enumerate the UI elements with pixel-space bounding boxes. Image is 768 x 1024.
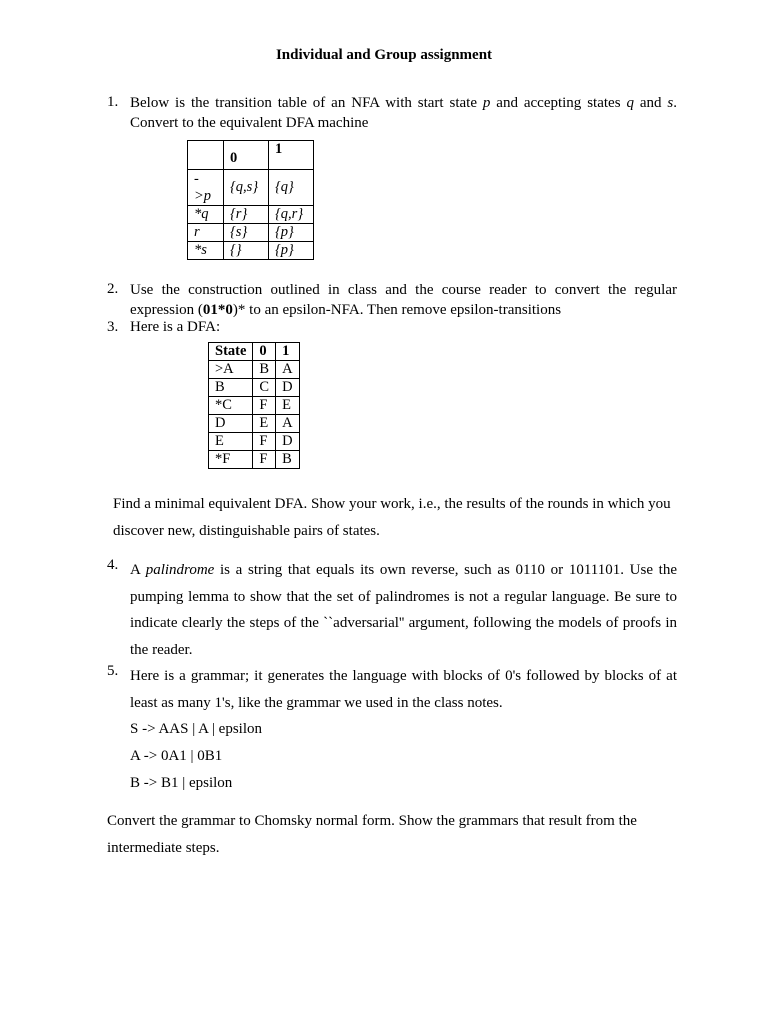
document-title: Individual and Group assignment (275, 47, 493, 63)
dfa-header-state: State (209, 343, 253, 361)
dfa-cell: D (276, 379, 299, 397)
nfa-cell: {p} (269, 224, 314, 242)
nfa-header-empty (188, 141, 224, 170)
nfa-state: r (188, 224, 224, 242)
q4-text: A palindrome is a string that equals its own reverse, such as 0110 or 1011101. Use the pumping lemma to show that the set of palindromes is not a regular language. Be sure to indicate clearly the steps of the ``adversarial'' argument, following the models of proofs in the reader. (130, 562, 677, 658)
dfa-cell: F (253, 451, 276, 469)
nfa-cell: {q,s} (224, 170, 269, 206)
dfa-cell: A (276, 361, 299, 379)
nfa-cell: {} (224, 242, 269, 260)
dfa-header-1: 1 (276, 343, 299, 361)
q1-text: Below is the transition table of an NFA with start state p and accepting states q and s. Convert to the equivalent DFA machine (130, 95, 677, 131)
dfa-cell: E (276, 397, 299, 415)
dfa-header-0: 0 (253, 343, 276, 361)
dfa-state: >A (209, 361, 253, 379)
dfa-cell: B (253, 361, 276, 379)
nfa-state: *q (188, 206, 224, 224)
dfa-state: *C (209, 397, 253, 415)
q1-number: 1. (107, 94, 119, 110)
dfa-state: *F (209, 451, 253, 469)
nfa-state: *s (188, 242, 224, 260)
dfa-cell: E (253, 415, 276, 433)
dfa-state: E (209, 433, 253, 451)
dfa-cell: A (276, 415, 299, 433)
dfa-table (208, 342, 300, 469)
nfa-header-1: 1 (269, 141, 314, 170)
grammar-rule: B -> B1 | epsilon (130, 775, 233, 791)
grammar-rule: A -> 0A1 | 0B1 (130, 748, 223, 764)
nfa-header-0: 0 (224, 141, 269, 170)
dfa-cell: F (253, 397, 276, 415)
nfa-cell: {s} (224, 224, 269, 242)
q3-text: Here is a DFA: (130, 319, 221, 335)
q2-number: 2. (107, 281, 119, 297)
nfa-state-p: - >p (188, 170, 224, 206)
q4-number: 4. (107, 557, 119, 573)
dfa-cell: B (276, 451, 299, 469)
q3-number: 3. (107, 319, 119, 335)
grammar-rule: S -> AAS | A | epsilon (130, 721, 262, 737)
nfa-transition-table (187, 140, 314, 260)
nfa-cell: {q} (269, 170, 314, 206)
dfa-cell: F (253, 433, 276, 451)
nfa-cell: {q,r} (269, 206, 314, 224)
nfa-cell: {p} (269, 242, 314, 260)
q3-followup: Find a minimal equivalent DFA. Show your work, i.e., the results of the rounds in which you discover new, distinguishable pairs of states. (113, 496, 671, 539)
q5-text: Here is a grammar; it generates the language with blocks of 0's followed by blocks of at least as many 1's, like the grammar we used in the class notes. (130, 668, 677, 711)
q5-followup: Convert the grammar to Chomsky normal form. Show the grammars that result from the intermediate steps. (107, 813, 637, 856)
q5-number: 5. (107, 663, 119, 679)
dfa-cell: C (253, 379, 276, 397)
dfa-state: B (209, 379, 253, 397)
dfa-state: D (209, 415, 253, 433)
nfa-cell: {r} (224, 206, 269, 224)
dfa-cell: D (276, 433, 299, 451)
q2-text: Use the construction outlined in class and the course reader to convert the regular expression (01*0)* to an epsilon-NFA. Then remove epsilon-transitions (130, 282, 677, 318)
